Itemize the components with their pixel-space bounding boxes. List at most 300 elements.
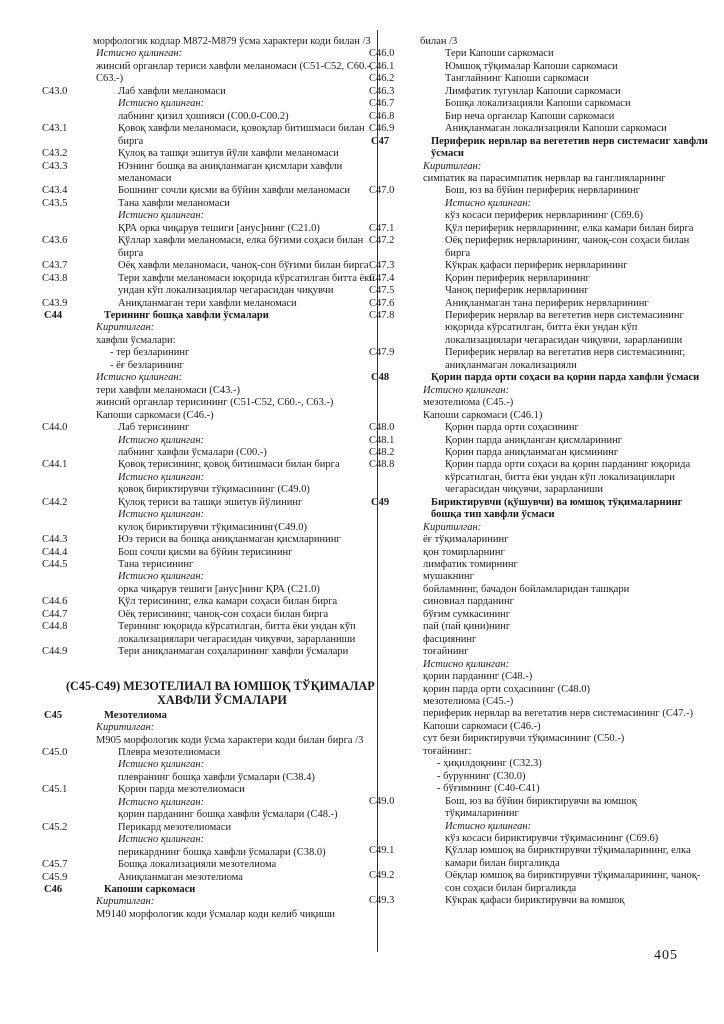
code-label: C43.9 — [42, 297, 68, 309]
line-text: - бўғимнинг (C40-C41) — [437, 783, 540, 795]
line-text: Лаб хавфли меланомаси — [118, 85, 226, 97]
line-text: Терининг бошқа хавфли ўсмалари — [104, 309, 269, 321]
line-text: морфологик кодлар M872-M879 ўсма характери коди билан /3 — [93, 36, 371, 47]
code-label: C47.3 — [369, 260, 395, 272]
entry-C49.3 — [369, 895, 711, 907]
entry-C43.4 — [42, 185, 378, 197]
text-line — [393, 173, 711, 185]
code-label: C48.8 — [369, 459, 395, 471]
line-text: Бошқа локализацияли мезотелиома — [118, 859, 277, 871]
text-line — [393, 621, 711, 633]
line-text: Истисно қилинган: — [118, 509, 205, 521]
line-text: Истисно қилинган: — [445, 820, 532, 832]
line-text: кулоқ бириктирувчи тўқимасининг(C49.0) — [118, 521, 308, 533]
entry-C46.8 — [369, 110, 711, 123]
code-label: C47.9 — [369, 347, 395, 359]
line-text: - ҳиқилдоқнинг (C32.3) — [437, 758, 542, 770]
section-header — [66, 670, 378, 694]
line-text: ёғ тўқималарининг — [423, 534, 509, 546]
line-text: - буруннинг (C30.0) — [437, 770, 526, 782]
line-text: мезотелиома (C45.-) — [423, 397, 514, 409]
text-line — [66, 360, 378, 372]
line-text: Аниқланмаган локализацияли Капоши саркомаси — [445, 123, 667, 135]
entry-C45.2 — [42, 821, 378, 834]
code-label: C44.2 — [42, 496, 68, 508]
text-line — [393, 571, 711, 583]
code-label: C49.0 — [369, 795, 395, 807]
code-label: C49 — [371, 496, 390, 508]
code-label: C48 — [371, 372, 390, 384]
code-label: C47.4 — [369, 272, 395, 284]
code-label: C44.0 — [42, 422, 68, 434]
text-line — [393, 634, 711, 646]
line-text: Истисно қилинган: — [118, 571, 205, 583]
line-text: мезотелиома (C45.-) — [423, 696, 514, 708]
entry-C43.3 — [42, 160, 378, 186]
line-text: Бошқа локализацияли Капоши саркомаси — [445, 98, 631, 110]
line-text: Истисно қилинган: — [445, 197, 532, 209]
text-line — [66, 335, 378, 347]
text-line — [66, 909, 378, 921]
entry-C49.1 — [369, 845, 711, 870]
entry-C43.7 — [42, 260, 378, 272]
text-line — [66, 759, 378, 771]
text-line — [393, 659, 711, 671]
line-text: билан /3 — [420, 36, 458, 47]
code-label: C45.2 — [42, 821, 68, 833]
line-text: Қулоқ териси ва ташқи эшитув йўлининг — [118, 496, 303, 508]
line-text: Бош, юз ва бўйин бириктирувчи ва юмшоқ тўқималарининг — [445, 795, 637, 820]
text-line — [66, 36, 378, 48]
code-label: C43.6 — [42, 235, 68, 247]
line-text: Киритилган: — [96, 322, 155, 334]
code-label: C43.1 — [42, 123, 68, 135]
line-text: лабнинг қизил ҳошияси (C00.0-C00.2) — [118, 110, 289, 122]
text-line — [66, 223, 378, 235]
text-line — [66, 397, 378, 409]
text-line — [66, 435, 378, 447]
line-text: Истисно қилинган: — [118, 434, 205, 446]
line-text: Қорин парда аниқланмаган қисмининг — [445, 446, 619, 458]
code-label: C47.5 — [369, 285, 395, 297]
text-line — [393, 783, 711, 795]
text-line — [393, 596, 711, 608]
code-label: C43.2 — [42, 148, 68, 160]
line-text: хавфли ўсмалари: — [96, 334, 176, 346]
line-text: Танглайнинг Капоши саркомаси — [445, 73, 589, 85]
chapter-C48 — [371, 372, 711, 384]
line-gap — [66, 659, 378, 670]
line-text: қорин парда орти соҳасининг (C48.0) — [423, 683, 590, 695]
entry-C48.0 — [369, 422, 711, 434]
line-text: жинсий органлар терисининг (C51-C52, C60.-, C63.-) — [96, 397, 334, 409]
line-text: Оёқ терисининг, чаноқ-сон соҳаси билан бирга — [118, 608, 329, 620]
line-text: бойламнинг, бачадон бойламларидан ташқари — [423, 583, 630, 595]
line-text: тоғайнинг — [423, 646, 469, 658]
entry-C46.1 — [369, 60, 711, 73]
code-label: C44.9 — [42, 646, 68, 658]
code-label: C47 — [371, 135, 390, 147]
right-column — [369, 36, 711, 908]
line-text: Капоши саркомаси (C46.-) — [423, 720, 541, 732]
code-label: C46.1 — [369, 60, 395, 72]
line-text: Киритилган: — [423, 160, 482, 172]
line-text: Лаб терисининг — [118, 422, 190, 434]
text-line — [66, 522, 378, 534]
line-text: Қўл терисининг, елка камари соҳаси билан бирга — [118, 596, 338, 608]
text-line — [393, 684, 711, 696]
text-line — [393, 198, 711, 210]
code-label: C49.3 — [369, 895, 395, 907]
line-text: қовоқ бириктирувчи тўқимасининг (C49.0) — [118, 484, 310, 496]
line-text: Аниқланмаган тана периферик нервларининг — [445, 297, 649, 309]
chapter-C45 — [44, 709, 378, 722]
text-line — [66, 111, 378, 123]
line-text: Киритилган: — [96, 896, 155, 908]
line-text: Перикард мезотелиомаси — [118, 821, 232, 833]
code-label: C45.9 — [42, 871, 68, 883]
line-text: Қорин парда аниқланган қисмларининг — [445, 434, 623, 446]
line-text: Капоши саркомаси (C46.1) — [423, 409, 543, 421]
line-text: Юмшоқ тўқималар Капоши саркомаси — [445, 60, 618, 72]
code-label: C43.5 — [42, 197, 68, 209]
text-line — [393, 210, 711, 222]
entry-C48.8 — [369, 459, 711, 496]
code-label: C47.6 — [369, 297, 395, 309]
line-text: қорин парданинг бошқа хавфли ўсмалари (C48.-) — [118, 809, 338, 821]
page-number: 405 — [654, 948, 678, 963]
code-label: C46 — [44, 884, 63, 895]
line-text: Қулоқ ва ташқи эшитув йўли хавфли меланомаси — [118, 148, 339, 160]
line-text: Бошнинг сочли қисми ва бўйин хавфли меланомаси — [118, 185, 351, 197]
entry-C48.1 — [369, 434, 711, 447]
line-text: Қорин парда мезотелиомаси — [118, 784, 245, 796]
chapter-C49 — [371, 496, 711, 522]
line-text: Қорин парда орти соҳасининг — [445, 422, 579, 434]
entry-C47.8 — [369, 309, 711, 347]
text-line — [66, 571, 378, 583]
text-line — [66, 735, 378, 747]
text-line — [393, 397, 711, 409]
line-text: (C45-C49) МЕЗОТЕЛИАЛ ВА ЮМШОҚ ТЎҚИМАЛАР — [66, 678, 375, 693]
code-label: C46.7 — [369, 98, 395, 110]
text-line — [393, 534, 711, 546]
text-line — [66, 410, 378, 422]
line-text: Капоши саркомаси — [104, 884, 196, 895]
line-text: ХАВФЛИ ЎСМАЛАРИ — [157, 693, 287, 708]
line-text: Периферик нервлар ва вегететив нерв системасининг юқорида кўрсатилган, битта ёки ундан кўп локализациялари чегарасидан чиқувчи, зарарланиши — [445, 309, 684, 346]
line-text: Киритилган: — [96, 722, 155, 734]
entry-C46.2 — [369, 73, 711, 85]
line-text: қон томирларнинг — [423, 546, 505, 558]
line-text: бўғим сумкасининг — [423, 608, 511, 620]
text-line — [393, 671, 711, 683]
text-line — [66, 322, 378, 334]
entry-C43.9 — [42, 297, 378, 310]
text-line — [393, 559, 711, 571]
code-label: C48.0 — [369, 422, 395, 434]
line-text: кўз косаси периферик нервларининг (C69.6) — [445, 210, 644, 222]
text-line — [66, 509, 378, 521]
code-label: C43.0 — [42, 85, 68, 97]
text-line — [393, 36, 711, 48]
entry-C44.7 — [42, 608, 378, 621]
entry-C46.0 — [369, 48, 711, 60]
code-label: C44.4 — [42, 546, 68, 558]
text-line — [393, 821, 711, 833]
line-text: сут бези бириктирувчи тўқимасининг (C50.-) — [423, 733, 625, 745]
code-label: C47.1 — [369, 222, 395, 234]
line-text: Кўкрак қафаси периферик нервларининг — [445, 260, 628, 272]
entry-C45.0 — [42, 747, 378, 759]
line-text: перикарднинг бошқа хавфли ўсмалари (C38.0) — [118, 846, 326, 858]
code-label: C47.8 — [369, 309, 395, 321]
code-label: C44.1 — [42, 459, 68, 471]
text-line — [393, 646, 711, 658]
line-text: тери хавфли меланомаси (C43.-) — [96, 384, 240, 396]
entry-C44.9 — [42, 646, 378, 658]
line-text: Юзнинг бошқа ва аниқланмаган қисмлари хавфли меланомаси — [118, 160, 343, 184]
line-text: симпатик ва парасимпатик нервлар ва ганглияларнинг — [423, 172, 666, 184]
code-label: C48.2 — [369, 446, 395, 458]
entry-C44.8 — [42, 621, 378, 646]
text-line — [393, 385, 711, 397]
entry-C43.1 — [42, 123, 378, 148]
line-text: Аниқланмаган тери хавфли меланомаси — [118, 297, 297, 309]
entry-C46.3 — [369, 85, 711, 98]
section-header — [66, 693, 378, 710]
text-line — [66, 722, 378, 734]
line-text: жинсий органлар териси хавфли меланомаси (C51-C52, C60.-, C63.-) — [96, 60, 374, 85]
line-text: Қўллар хавфли меланомаси, елка бўғими соҳаси билан бирга — [118, 235, 364, 259]
line-text: M905 морфологик коди ўсма характери коди билан бирга /3 — [96, 734, 364, 746]
line-text: лабнинг хавфли ўсмалари (C00.-) — [118, 446, 267, 458]
text-line — [66, 772, 378, 784]
text-line — [66, 484, 378, 496]
line-text: Юз териси ва бошқа аниқланмаган қисмларининг — [118, 534, 341, 546]
code-label: C45.1 — [42, 784, 68, 796]
entry-C43.0 — [42, 85, 378, 98]
line-text: Қовоқ хавфли меланомаси, қовоқлар битишмаси билан бирга — [118, 123, 365, 147]
line-text: фасциянинг — [423, 633, 477, 645]
entry-C44.5 — [42, 559, 378, 571]
line-text: - тер безларининг — [110, 347, 190, 359]
text-line — [66, 797, 378, 809]
code-label: C47.2 — [369, 235, 395, 247]
code-label: C44.5 — [42, 559, 68, 571]
code-label: C45.7 — [42, 859, 68, 871]
code-label: C45.0 — [42, 747, 68, 759]
line-text: Қовоқ терисининг, қовоқ битишмаси билан бирга — [118, 459, 340, 471]
text-line — [393, 410, 711, 422]
line-text: Бош, юз ва бўйин периферик нервларининг — [445, 185, 640, 197]
text-line — [66, 447, 378, 459]
entry-C44.6 — [42, 596, 378, 608]
entry-C49.0 — [369, 795, 711, 821]
code-label: C44 — [44, 309, 63, 321]
entry-C46.9 — [369, 123, 711, 135]
line-text: қорин парданинг (C48.-) — [423, 671, 533, 683]
text-line — [66, 372, 378, 384]
text-line — [66, 584, 378, 596]
line-text: ҚРА орка чиқарув тешиги [анус]нинг (C21.0) — [118, 222, 320, 234]
line-text: - ёғ безларининг — [110, 359, 184, 371]
line-text: тоғайнинг: — [423, 745, 472, 757]
text-line — [66, 834, 378, 846]
text-line — [66, 61, 378, 86]
line-text: периферик нервлар ва вегетатив нерв системасининг (C47.-) — [423, 708, 693, 720]
entry-C47.5 — [369, 285, 711, 297]
text-line — [393, 161, 711, 173]
line-text: орка чиқарув тешиги [анус]нинг ҚРА (C21.0) — [118, 583, 320, 595]
entry-C44.4 — [42, 546, 378, 559]
text-line — [393, 708, 711, 720]
code-label: C46.3 — [369, 85, 395, 97]
line-text: Тери хавфли меланомаси юқорида кўрсатилган битта ёки ундан кўп локализациялар чегарасидан чиқувчи — [118, 272, 375, 297]
line-text: пай (пай қини)нинг — [423, 621, 511, 633]
code-label: C43.4 — [42, 185, 68, 197]
text-line — [66, 98, 378, 110]
entry-C44.0 — [42, 422, 378, 434]
line-text: кўз косаси бириктирувчи тўқимасининг (C69.6) — [445, 833, 659, 844]
line-text: Қўллар юмшоқ ва бириктирувчи тўқималарининг, елка камари билан биргаликда — [445, 845, 691, 869]
text-line — [66, 385, 378, 397]
line-text: Бир неча органлар Капоши саркомаси — [445, 110, 615, 122]
line-text: лимфатик томирнинг — [423, 559, 518, 571]
text-line — [393, 771, 711, 783]
line-text: Тана терисининг — [118, 559, 194, 571]
line-text: Мезотелиома — [104, 709, 167, 721]
line-text: М9140 морфологик коди ўсмалар коди келиб чиқиши — [96, 908, 336, 920]
line-text: Қорин парда орти соҳаси ва қорин парданинг юқорида кўрсатилган, битта ёки ундан кўп локализациялари чегарасидан чиқувчи, зарарланиши — [445, 459, 691, 496]
code-label: C46.9 — [369, 123, 395, 135]
code-label: C44.7 — [42, 608, 68, 620]
line-text: Қорин парда орти соҳаси ва қорин парда хавфли ўсмаси — [431, 372, 700, 384]
code-label: C43.3 — [42, 160, 68, 172]
line-text: Истисно қилинган: — [118, 210, 205, 222]
line-text: Бириктирувчи (қўшувчи) ва юмшоқ тўқималарнинг бошқа тип хавфли ўсмаси — [431, 496, 683, 521]
line-text: Чаноқ периферик нервларининг — [445, 285, 589, 297]
entry-C46.7 — [369, 98, 711, 110]
text-line — [393, 733, 711, 745]
line-text: Истисно қилинган: — [118, 796, 205, 808]
text-line — [66, 896, 378, 908]
line-text: Истисно қилинган: — [96, 48, 183, 60]
entry-C47.6 — [369, 297, 711, 310]
text-line — [393, 758, 711, 770]
line-text: Плевра мезотелиомаси — [118, 747, 221, 759]
line-text: синовиал парданинг — [423, 596, 514, 608]
line-text: Киритилган: — [423, 521, 482, 533]
code-label: C45 — [44, 709, 63, 721]
entry-C44.2 — [42, 496, 378, 509]
text-line — [393, 584, 711, 596]
entry-C49.2 — [369, 870, 711, 895]
line-text: Оёқлар юмшоқ ва бириктирувчи тўқималарининг, чаноқ-сон соҳаси билан биргаликда — [445, 870, 701, 894]
line-text: Тери аниқланмаган соҳаларининг хавфли ўсмалари — [118, 646, 349, 658]
line-text: Лимфатик тугунлар Капоши саркомаси — [445, 85, 621, 97]
chapter-C47 — [371, 135, 711, 161]
code-label: C46.0 — [369, 48, 395, 60]
text-line — [66, 847, 378, 859]
line-text: Истисно қилинган: — [423, 384, 510, 396]
line-text: Бош сочли қисми ва бўйин терисининг — [118, 546, 293, 558]
text-line — [393, 547, 711, 559]
text-line — [66, 347, 378, 359]
line-text: Оёқ хавфли меланомаси, чаноқ-сон бўғими билан бирга — [118, 260, 369, 272]
code-label: C44.8 — [42, 621, 68, 633]
entry-C45.7 — [42, 859, 378, 871]
line-text: плевранинг бошқа хавфли ўсмалари (C38.4) — [118, 771, 315, 783]
left-column — [42, 36, 378, 921]
code-label: C49.1 — [369, 845, 395, 857]
line-text: Истисно қилинган: — [118, 471, 205, 483]
entry-C47.0 — [369, 185, 711, 197]
code-label: C44.3 — [42, 534, 68, 546]
text-line — [66, 210, 378, 222]
text-line — [393, 746, 711, 758]
line-text: Аниқланмаган мезотелиома — [118, 871, 243, 883]
entry-C43.6 — [42, 235, 378, 260]
line-text: Истисно қилинган: — [96, 372, 183, 384]
code-label: C48.1 — [369, 434, 395, 446]
text-line — [66, 48, 378, 60]
entry-C47.3 — [369, 260, 711, 272]
text-line — [393, 833, 711, 845]
code-label: C44.6 — [42, 596, 68, 608]
entry-C43.5 — [42, 197, 378, 210]
line-text: Истисно қилинган: — [118, 834, 205, 846]
entry-C44.1 — [42, 459, 378, 471]
chapter-C46 — [44, 884, 378, 896]
line-text: Тана хавфли меланомаси — [118, 197, 230, 209]
line-text: Капоши саркомаси (C46.-) — [96, 409, 214, 421]
line-text: Қорин периферик нервларининг — [445, 272, 590, 284]
entry-C47.2 — [369, 235, 711, 260]
line-text: Истисно қилинган: — [423, 658, 510, 670]
entry-C45.1 — [42, 784, 378, 796]
line-text: Тери Капоши саркомаси — [445, 48, 554, 60]
code-label: C49.2 — [369, 870, 395, 882]
code-label: C43.7 — [42, 260, 68, 272]
code-label: C47.0 — [369, 185, 395, 197]
line-text: Қўл периферик нервларининг, елка камари билан бирга — [445, 222, 694, 234]
text-line — [66, 472, 378, 484]
entry-C45.9 — [42, 871, 378, 884]
chapter-C44 — [44, 309, 378, 322]
line-text: Истисно қилинган: — [118, 98, 205, 110]
line-text: мушакнинг — [423, 571, 474, 583]
text-line — [393, 522, 711, 534]
code-label: C43.8 — [42, 272, 68, 284]
line-text: Кўкрак қафаси бириктирувчи ва юмшоқ — [445, 895, 625, 907]
entry-C43.2 — [42, 148, 378, 160]
line-text: Периферик нервлар ва вегетатив нерв системасининг, аниқланмаган локализацияли — [445, 347, 686, 371]
entry-C48.2 — [369, 446, 711, 459]
entry-C47.1 — [369, 222, 711, 235]
text-line — [393, 609, 711, 621]
entry-C47.9 — [369, 347, 711, 372]
code-label: C46.8 — [369, 110, 395, 122]
line-text: Терининг юқорида кўрсатилган, битта ёки ундан кўп локализациялари чегарасидан чиқувчи, зарарланиши — [118, 621, 356, 645]
entry-C44.3 — [42, 534, 378, 546]
text-line — [393, 696, 711, 708]
line-text: Истисно қилинган: — [118, 759, 205, 771]
entry-C47.4 — [369, 272, 711, 285]
text-line — [393, 721, 711, 733]
entry-C43.8 — [42, 272, 378, 298]
code-label: C46.2 — [369, 73, 395, 85]
